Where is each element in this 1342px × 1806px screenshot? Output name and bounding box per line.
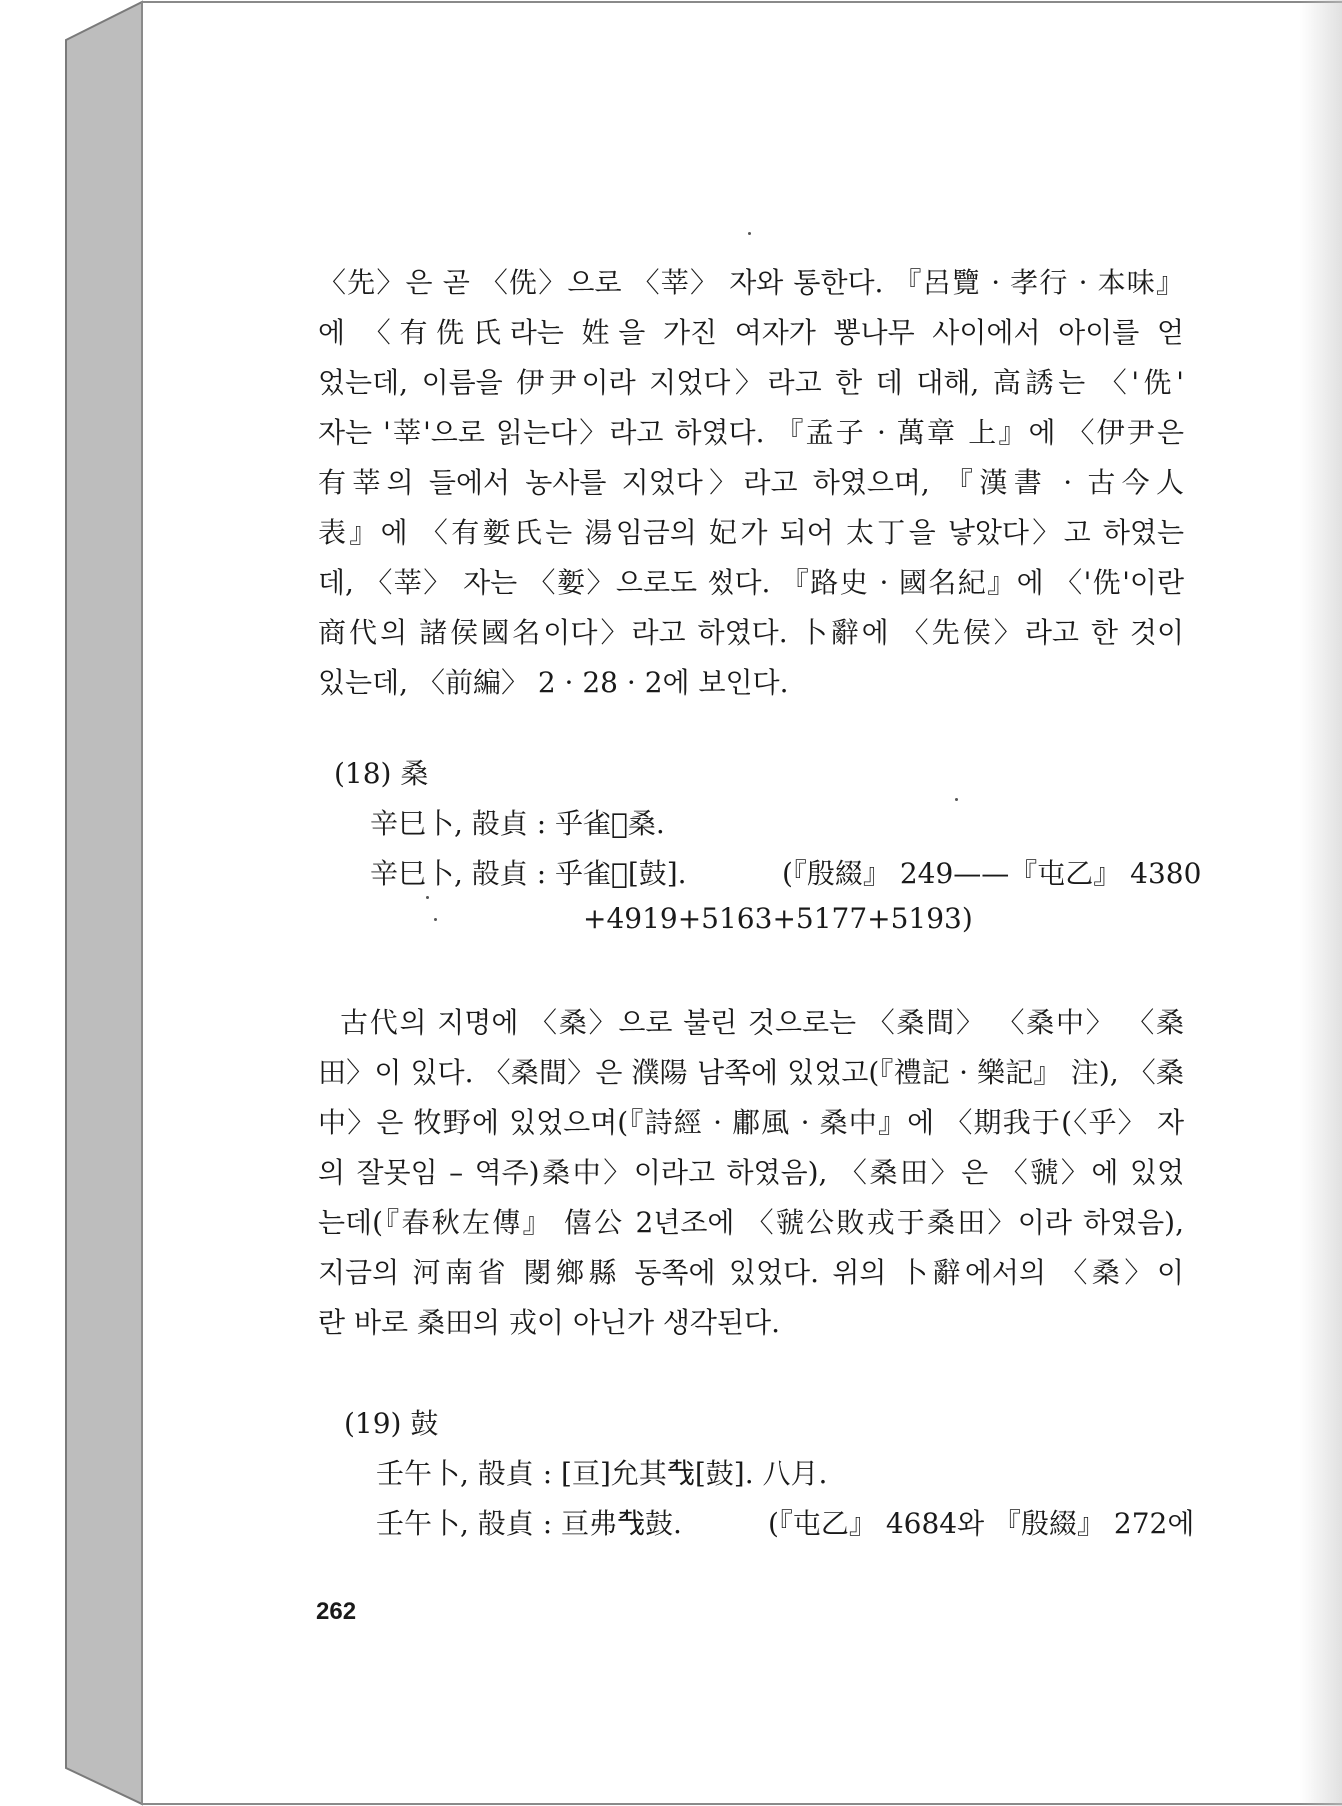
text-line: 었는데, 이름을 伊尹이라 지었다〉라고 한 데 대해, 高誘는 〈'侁' bbox=[318, 366, 1184, 399]
text-line: 〈先〉은 곧 〈侁〉으로 〈莘〉 자와 통한다. 『呂覽 · 孝行 · 本味』 bbox=[318, 266, 1184, 299]
page-right-shadow bbox=[1300, 0, 1342, 1806]
oracle-example-line: 壬午卜, 㱿貞 : 亘弗𢦔鼓. bbox=[376, 1507, 682, 1540]
text-line: 데, 〈莘〉 자는 〈㜪〉으로도 썼다. 『路史 · 國名紀』에 〈'侁'이란 bbox=[318, 566, 1184, 599]
text-line: 있는데, 〈前編〉 2 · 28 · 2에 보인다. bbox=[318, 666, 789, 699]
text-line: 자는 '莘'으로 읽는다〉라고 하였다. 『孟子 · 萬章 上』에 〈伊尹은 bbox=[318, 416, 1184, 449]
oracle-example-line: 辛巳卜, 㱿貞 : 乎雀𦎫桑. bbox=[370, 807, 665, 840]
text-line: 表』에 〈有㜪氏는 湯임금의 妃가 되어 太丁을 낳았다〉고 하였는 bbox=[318, 516, 1184, 549]
citation-text: (『屯乙』 4684와 『殷綴』 272에 bbox=[768, 1507, 1195, 1540]
text-line: 古代의 지명에 〈桑〉으로 불린 것으로는 〈桑間〉 〈桑中〉 〈桑 bbox=[340, 1006, 1184, 1039]
scan-speck bbox=[426, 896, 429, 899]
oracle-example-line: 辛巳卜, 㱿貞 : 乎雀𦎫[鼓]. bbox=[370, 857, 687, 890]
page-number: 262 bbox=[316, 1598, 357, 1625]
text-line: 有莘의 들에서 농사를 지었다〉라고 하였으며, 『漢書 · 古今人 bbox=[318, 466, 1184, 499]
scan-speck bbox=[434, 918, 437, 921]
citation-continuation: +4919+5163+5177+5193) bbox=[583, 902, 973, 935]
text-line: 지금의 河南省 閿鄉縣 동쪽에 있었다. 위의 卜辭에서의 〈桑〉이 bbox=[318, 1256, 1184, 1289]
section-heading-19: (19) 鼓 bbox=[344, 1407, 439, 1440]
paragraph-2 bbox=[318, 998, 1184, 1348]
text-line: 란 바로 桑田의 戎이 아닌가 생각된다. bbox=[318, 1306, 780, 1339]
scan-speck bbox=[955, 798, 958, 801]
text-line: 는데(『春秋左傳』 僖公 2년조에 〈虢公敗戎于桑田〉이라 하였음), bbox=[318, 1206, 1184, 1239]
text-line: 商代의 諸侯國名이다〉라고 하였다. 卜辭에 〈先侯〉라고 한 것이 bbox=[318, 616, 1184, 649]
text-line: 田〉이 있다. 〈桑間〉은 濮陽 남쪽에 있었고(『禮記 · 樂記』 注), 〈桑 bbox=[318, 1056, 1184, 1089]
text-line: 의 잘못임 – 역주)桑中〉이라고 하였음), 〈桑田〉은 〈虢〉에 있었 bbox=[318, 1156, 1184, 1189]
book-spine bbox=[66, 2, 142, 1804]
paragraph-1 bbox=[318, 258, 1184, 708]
scan-speck bbox=[748, 232, 751, 235]
text-line: 에 〈有侁氏라는 姓을 가진 여자가 뽕나무 사이에서 아이를 얻 bbox=[318, 316, 1184, 349]
citation-text: (『殷綴』 249——『屯乙』 4380 bbox=[782, 857, 1202, 890]
text-line: 中〉은 牧野에 있었으며(『詩經 · 鄘風 · 桑中』에 〈期我于(〈乎〉 자 bbox=[318, 1106, 1184, 1139]
oracle-example-line: 壬午卜, 㱿貞 : [亘]允其𢦔[鼓]. 八月. bbox=[376, 1457, 828, 1490]
section-heading-18: (18) 桑 bbox=[334, 757, 429, 790]
